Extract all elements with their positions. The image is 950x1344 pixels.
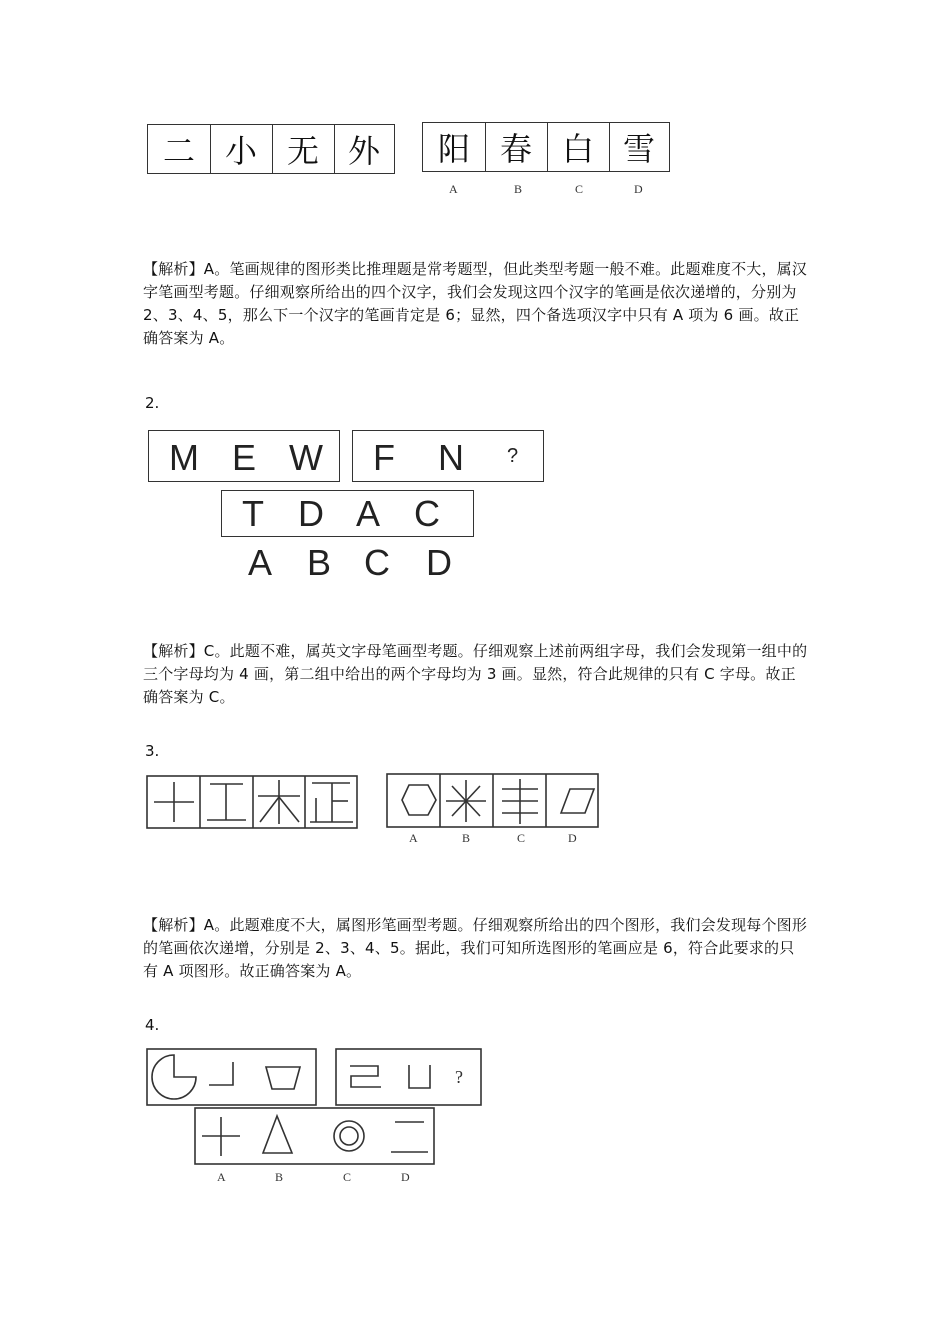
pacman-circle-icon [152, 1055, 196, 1099]
triangle-icon [263, 1116, 292, 1153]
q2-option-letter: A [356, 493, 381, 534]
q2-option-letter: T [242, 493, 264, 534]
q3-option-label: A [409, 831, 418, 845]
q3-option-label: C [517, 831, 526, 845]
q4-question-mark: ? [455, 1067, 463, 1087]
q2-letter: E [232, 437, 257, 478]
q1-stem-char: 二 [148, 125, 211, 173]
q4-option-label: A [217, 1170, 226, 1184]
q2-option-label: A [248, 542, 273, 583]
q1-option-label: A [449, 182, 458, 196]
q3-number: 3. [145, 742, 160, 760]
q3-analysis: 【解析】A。此题难度不大，属图形笔画型考题。仔细观察所给出的四个图形，我们会发现每个图形的笔画依次递增，分别是 2、3、4、5。据此，我们可知所选图形的笔画应是 6，符合此要求的只有 A 项图形。故正确答案为 A。 [143, 916, 808, 980]
q2-option-letter: D [298, 493, 324, 534]
plus-icon [202, 1117, 240, 1156]
q2-letter: N [438, 437, 464, 478]
q4-option-label: D [401, 1170, 410, 1184]
q1-analysis: 【解析】A。笔画规律的图形类比推理题是常考题型，但此类型考题一般不难。此题难度不大，属汉字笔画型考题。仔细观察所给出的四个汉字，我们会发现这四个汉字的笔画是依次递增的，分别为 2、3、4、5，那么下一个汉字的笔画肯定是 6；显然，四个备选项汉字中只有 A 项为 6 画。故正确答案为 A。 [143, 260, 808, 347]
q1-stem-char: 小 [210, 125, 273, 173]
two-lines-icon [391, 1122, 428, 1152]
q2-number: 2. [145, 394, 160, 412]
q1-option-label: B [514, 182, 523, 196]
q4-number: 4. [145, 1016, 160, 1034]
q1-option-char: 白 [547, 123, 610, 171]
q1-option-char: 阳 [423, 123, 486, 171]
q2-analysis: 【解析】C。此题不难，属英文字母笔画型考题。仔细观察上述前两组字母，我们会发现第一组中的三个字母均为 4 画，第二组中给出的两个字母均为 3 画。显然，符合此规律的只有 C 字母。故正确答案为 C。 [143, 642, 808, 706]
q1-stem-char: 外 [347, 132, 380, 170]
q4-group1-box [147, 1049, 316, 1105]
double-circle-icon [334, 1121, 364, 1151]
q2-option-label: C [364, 542, 390, 583]
q2-letter: W [289, 437, 323, 478]
corner-line-icon [209, 1062, 233, 1085]
q3-option-label: B [462, 831, 471, 845]
q2-option-letter: C [414, 493, 440, 534]
q2-option-label: D [426, 542, 452, 583]
s-shape-icon [350, 1066, 381, 1087]
q2-question-mark: ? [507, 445, 519, 467]
q2-option-label: B [307, 542, 332, 583]
q1-option-char: 春 [485, 123, 548, 171]
q2-letter: F [373, 437, 395, 478]
q1-option-char: 雪 [622, 130, 655, 168]
q1-option-label: D [634, 182, 643, 196]
q4-option-label: C [343, 1170, 352, 1184]
q3-option-label: D [568, 831, 577, 845]
q1-option-label: C [575, 182, 584, 196]
q1-stem-char: 无 [272, 125, 335, 173]
u-shape-icon [409, 1065, 430, 1088]
q2-letter: M [169, 437, 199, 478]
q4-option-label: B [275, 1170, 284, 1184]
trapezoid-icon [266, 1067, 300, 1089]
